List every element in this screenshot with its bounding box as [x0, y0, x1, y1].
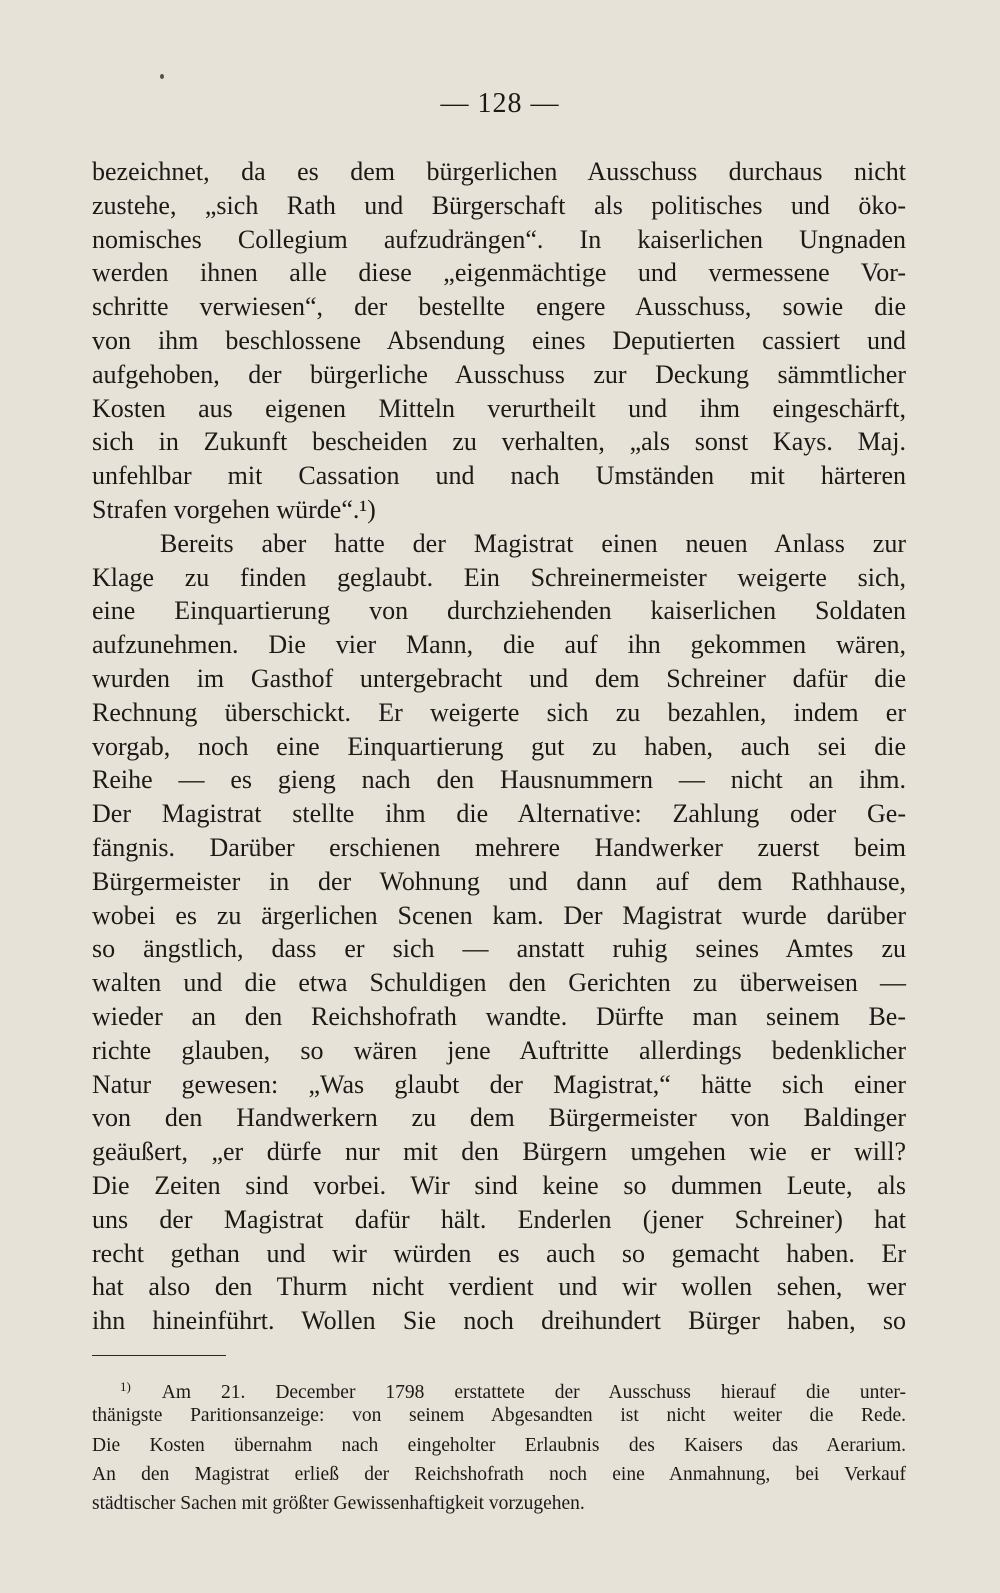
text-line: wieder an den Reichshofrath wandte. Dürfte man seinem Be- [92, 1001, 906, 1031]
text-line: aufzunehmen. Die vier Mann, die auf ihn gekommen wären, [92, 630, 906, 660]
text-line: aufgehoben, der bürgerliche Ausschuss zur Deckung sämmtlicher [92, 359, 906, 389]
body-text [92, 155, 906, 1338]
text-line: uns der Magistrat dafür hält. Enderlen (jener Schreiner) hat [92, 1204, 906, 1234]
text-line: eine Einquartierung von durchziehenden kaiserlichen Soldaten [92, 596, 906, 626]
text-line: bezeichnet, da es dem bürgerlichen Ausschuss durchaus nicht [92, 157, 906, 186]
footnote-text: Am 21. December 1798 erstattete der Ausschuss hierauf die unter- [161, 1382, 906, 1403]
text-line: Die Zeiten sind vorbei. Wir sind keine so dummen Leute, als [92, 1170, 906, 1200]
text-line: richte glauben, so wären jene Auftritte allerdings bedenklicher [92, 1035, 906, 1065]
text-line: Reihe — es gieng nach den Hausnummern — nicht an ihm. [92, 765, 906, 795]
text-line: werden ihnen alle diese „eigenmächtige und vermessene Vor- [92, 258, 906, 288]
text-line: Kosten aus eigenen Mitteln verurtheilt und ihm eingeschärft, [92, 393, 906, 423]
text-line: vorgab, noch eine Einquartierung gut zu haben, auch sei die [92, 731, 906, 761]
text-line: wurden im Gasthof untergebracht und dem Schreiner dafür die [92, 663, 906, 693]
footnote-divider [92, 1355, 226, 1356]
text-line: von ihm beschlossene Absendung eines Deputierten cassiert und [92, 325, 906, 355]
footnote-line [92, 1372, 906, 1401]
footnote [92, 1372, 906, 1518]
text-line: Natur gewesen: „Was glaubt der Magistrat,“ hätte sich einer [92, 1069, 906, 1099]
text-line-paragraph-start: Bereits aber hatte der Magistrat einen neuen Anlass zur [160, 528, 906, 558]
text-line: Klage zu finden geglaubt. Ein Schreinermeister weigerte sich, [92, 562, 906, 592]
text-line: von den Handwerkern zu dem Bürgermeister von Baldinger [92, 1103, 906, 1133]
footnote-line: An den Magistrat erließ der Reichshofrath noch eine Anmahnung, bei Verkauf [92, 1463, 906, 1485]
footnote-line-end: städtischer Sachen mit größter Gewissenhaftigkeit vorzugehen. [92, 1493, 585, 1515]
text-line: zustehe, „sich Rath und Bürgerschaft als politisches und öko- [92, 190, 906, 220]
text-line: hat also den Thurm nicht verdient und wir wollen sehen, wer [92, 1272, 906, 1302]
footnote-line: Die Kosten übernahm nach eingeholter Erlaubnis des Kaisers das Aerarium. [92, 1434, 906, 1456]
text-line: fängnis. Darüber erschienen mehrere Handwerker zuerst beim [92, 832, 906, 862]
text-line: ihn hineinführt. Wollen Sie noch dreihundert Bürger haben, so [92, 1306, 906, 1336]
footnote-line: thänigste Paritionsanzeige: von seinem Abgesandten ist nicht weiter die Rede. [92, 1405, 906, 1427]
text-line: schritte verwiesen“, der bestellte engere Ausschuss, sowie die [92, 292, 906, 322]
ink-speck [160, 74, 164, 79]
text-line: geäußert, „er dürfe nur mit den Bürgern umgehen wie er will? [92, 1137, 906, 1167]
text-line: so ängstlich, dass er sich — anstatt ruhig seines Amtes zu [92, 934, 906, 964]
text-line-paragraph-end: Strafen vorgehen würde“.¹) [92, 494, 376, 524]
page-number: — 128 — [440, 88, 560, 119]
text-line: unfehlbar mit Cassation und nach Umständen mit härteren [92, 461, 906, 491]
text-line: Bürgermeister in der Wohnung und dann auf dem Rathhause, [92, 866, 906, 896]
text-line: Rechnung überschickt. Er weigerte sich zu bezahlen, indem er [92, 697, 906, 727]
text-line: nomisches Collegium aufzudrängen“. In kaiserlichen Ungnaden [92, 224, 906, 254]
text-line: walten und die etwa Schuldigen den Gerichten zu überweisen — [92, 968, 906, 998]
footnote-marker: 1) [120, 1379, 131, 1394]
text-line: wobei es zu ärgerlichen Scenen kam. Der Magistrat wurde darüber [92, 900, 906, 930]
text-line: Der Magistrat stellte ihm die Alternative: Zahlung oder Ge- [92, 799, 906, 829]
text-line: recht gethan und wir würden es auch so gemacht haben. Er [92, 1238, 906, 1268]
text-line: sich in Zukunft bescheiden zu verhalten, „als sonst Kays. Maj. [92, 427, 906, 457]
